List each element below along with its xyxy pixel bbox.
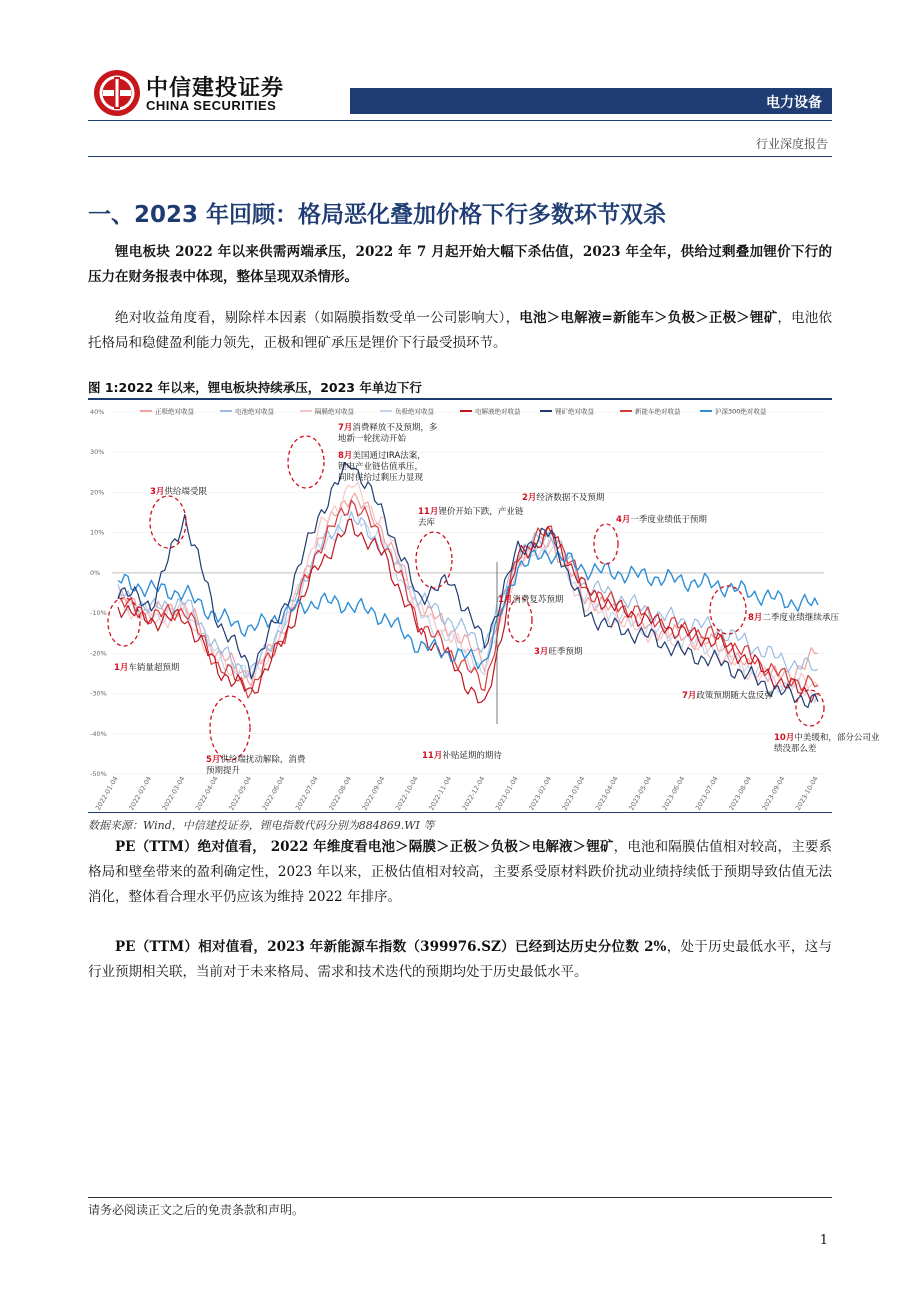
x-tick-label: 2023-06-04 <box>660 775 687 812</box>
x-tick-label: 2023-08-04 <box>727 775 754 812</box>
sector-banner <box>350 88 832 114</box>
chart-annotation <box>150 486 207 497</box>
paragraph-3-tail: ，电池和隔膜估值相对较高，主要系格局和壁垒带来的盈利确定性，2023 年以来，正极估值相对较高，主要系受原材料跌价扰动业绩持续低于预期导致估值无法消化，整体看合理水平仍应该为维持 2022 年排序。 <box>88 839 833 905</box>
x-tick-label: 2022-12-04 <box>460 775 487 812</box>
annotation-text: 锂价开始下跌，产业链 <box>438 507 524 517</box>
subheader-divider <box>88 156 832 157</box>
paragraph-4-lead: PE（TTM）相对值看，2023 年新能源车指数（399976.SZ）已经到达历史分位数 2% <box>115 939 667 955</box>
chart-legend <box>140 407 767 416</box>
footer-divider <box>88 1197 832 1198</box>
annotation-text: 绩没那么差 <box>774 744 817 754</box>
chart-series <box>118 463 818 708</box>
paragraph-2 <box>88 306 832 356</box>
x-tick-label: 2022-03-04 <box>160 775 187 812</box>
x-tick-label: 2022-11-04 <box>427 775 454 812</box>
annotation-text: 经济数据不及预期 <box>536 493 605 503</box>
annotation-text: 二季度业绩继续承压 <box>762 613 839 623</box>
chart-annotation <box>418 506 524 528</box>
chart-annotation <box>748 612 839 623</box>
annotation-text: 中美缓和，部分公司业 <box>794 733 880 743</box>
event-circle <box>710 586 746 634</box>
x-tick-label: 2023-01-04 <box>493 775 520 812</box>
x-tick-label: 2023-05-04 <box>627 775 654 812</box>
y-tick-label: -50% <box>90 770 107 778</box>
event-circle <box>796 690 824 726</box>
annotation-text: 消费释放不及预期，多 <box>352 423 438 433</box>
annotation-month: 7月 <box>682 691 697 701</box>
annotation-month: 2月 <box>522 493 537 503</box>
annotation-text: 锂电产业链估值承压， <box>338 462 424 472</box>
annotation-month: 3月 <box>534 647 549 657</box>
legend-label: 电解液绝对收益 <box>475 407 521 416</box>
y-tick-label: 10% <box>90 528 105 537</box>
paragraph-2-tail: ，电池依托格局和稳健盈利能力领先，正极和锂矿承压是锂价下行最受损环节。 <box>88 310 833 351</box>
paragraph-4 <box>88 935 832 985</box>
x-tick-label: 2023-10-04 <box>793 775 820 812</box>
annotation-text: 地新一轮扰动开始 <box>338 434 407 444</box>
sector-label: 电力设备 <box>766 95 822 111</box>
paragraph-1-text: 锂电板块 2022 年以来供需两端承压，2022 年 7 月起开始大幅下杀估值，2023 年全年，供给过剩叠加锂价下行的压力在财务报表中体现，整体呈现双杀情形。 <box>88 244 832 285</box>
annotation-month: 8月 <box>748 613 763 623</box>
chart-annotation <box>422 750 502 761</box>
annotation-text: 供给端受限 <box>164 487 207 497</box>
chart-gridlines <box>112 412 824 774</box>
x-tick-label: 2023-02-04 <box>527 775 554 812</box>
chart-x-axis <box>94 775 820 812</box>
x-tick-label: 2023-09-04 <box>760 775 787 812</box>
paragraph-1 <box>88 240 832 290</box>
annotation-month: 5月 <box>206 755 221 765</box>
y-tick-label: -10% <box>90 609 107 618</box>
chart-annotation <box>682 690 773 701</box>
annotation-text: 预期提升 <box>206 766 241 776</box>
paragraph-3-lead: PE（TTM）绝对值看， 2022 年维度看电池＞隔膜＞正极＞负极＞电解液＞锂矿 <box>115 839 614 855</box>
annotation-month: 10月 <box>774 733 795 743</box>
annotation-text: 车销量超预期 <box>128 663 180 673</box>
event-circle <box>210 696 250 760</box>
company-name-cn: 中信建投证券 <box>146 76 285 101</box>
legend-label: 隔膜绝对收益 <box>315 407 354 416</box>
annotation-month: 8月 <box>338 451 353 461</box>
chart <box>88 402 880 812</box>
figure-top-rule <box>88 398 832 400</box>
y-tick-label: 30% <box>90 448 105 457</box>
series-line <box>118 519 818 703</box>
paragraph-4-tail: ，处于历史最低水平，这与行业预期相关联，当前对于未来格局、需求和技术迭代的预期均处于历史最低水平。 <box>88 939 833 980</box>
x-tick-label: 2022-06-04 <box>260 775 287 812</box>
annotation-month: 1月 <box>498 595 513 605</box>
series-line <box>118 500 818 698</box>
legend-label: 锂矿绝对收益 <box>555 407 594 416</box>
event-circle <box>150 496 186 548</box>
chart-annotation <box>616 514 707 525</box>
annotation-month: 3月 <box>150 487 165 497</box>
legend-label: 负极绝对收益 <box>395 407 434 416</box>
paragraph-2-ranking: 电池＞电解液=新能车＞负极＞正极＞锂矿 <box>519 310 778 326</box>
chart-annotation <box>206 754 306 776</box>
company-name-en: CHINA SECURITIES <box>146 98 277 113</box>
chart-y-axis <box>90 408 107 778</box>
event-circles <box>108 436 824 760</box>
chart-annotation <box>774 732 880 754</box>
section-title: 一、2023 年回顾：格局恶化叠加价格下行多数环节双杀 <box>88 202 667 228</box>
y-tick-label: 0% <box>90 568 101 577</box>
figure-bottom-rule <box>88 812 832 813</box>
x-tick-label: 2022-05-04 <box>227 775 254 812</box>
legend-label: 沪深300绝对收益 <box>715 407 767 416</box>
chart-annotation <box>338 422 438 444</box>
y-tick-label: -30% <box>90 689 107 698</box>
x-tick-label: 2022-04-04 <box>193 775 220 812</box>
annotation-text: 补贴延期的期待 <box>442 751 502 761</box>
annotation-month: 7月 <box>338 423 353 433</box>
legend-label: 电池绝对收益 <box>235 407 274 416</box>
chart-annotation <box>522 492 605 503</box>
x-tick-label: 2023-07-04 <box>693 775 720 812</box>
event-circle <box>594 524 618 564</box>
annotation-month: 1月 <box>114 663 129 673</box>
series-line <box>118 512 818 678</box>
series-line <box>118 463 818 708</box>
x-tick-label: 2022-07-04 <box>293 775 320 812</box>
chart-annotation <box>498 594 564 605</box>
report-type: 行业深度报告 <box>755 137 828 151</box>
annotation-text: 旺季预期 <box>548 647 583 657</box>
annotation-text: 供给端扰动解除，消费 <box>220 755 306 765</box>
legend-label: 正极绝对收益 <box>155 407 194 416</box>
paragraph-3 <box>88 835 832 910</box>
annotation-text: 消费复苏预期 <box>512 595 564 605</box>
x-tick-label: 2022-01-04 <box>93 775 120 812</box>
annotation-text: 一季度业绩低于预期 <box>630 515 707 525</box>
y-tick-label: -20% <box>90 649 107 658</box>
x-tick-label: 2023-04-04 <box>593 775 620 812</box>
x-tick-label: 2023-03-04 <box>560 775 587 812</box>
y-tick-label: -40% <box>90 729 107 738</box>
paragraph-2-lead: 绝对收益角度看，剔除样本因素（如隔膜指数受单一公司影响大）， <box>115 310 520 326</box>
x-tick-label: 2022-02-04 <box>127 775 154 812</box>
annotation-month: 11月 <box>422 751 443 761</box>
x-tick-label: 2022-10-04 <box>393 775 420 812</box>
annotation-month: 4月 <box>616 515 631 525</box>
figure-source: 数据来源：Wind，中信建投证券，锂电指数代码分别为884869.WI 等 <box>88 819 435 832</box>
x-tick-label: 2022-09-04 <box>360 775 387 812</box>
annotation-text: 政策预期随大盘反弹 <box>696 691 773 701</box>
legend-label: 新能车绝对收益 <box>635 407 681 416</box>
chart-annotation <box>534 646 583 657</box>
annotation-text: 同时供给过剩压力显现 <box>338 473 424 483</box>
event-circle <box>288 436 324 488</box>
annotation-text: 去库 <box>418 518 436 528</box>
figure-title: 图 1:2022 年以来，锂电板块持续承压，2023 年单边下行 <box>88 380 422 395</box>
footer-disclaimer: 请务必阅读正文之后的免责条款和声明。 <box>88 1203 305 1217</box>
chart-annotation <box>338 450 426 483</box>
annotation-month: 11月 <box>418 507 439 517</box>
x-tick-label: 2022-08-04 <box>327 775 354 812</box>
y-tick-label: 20% <box>90 488 105 497</box>
header-divider <box>88 120 832 121</box>
page-number: 1 <box>819 1233 828 1248</box>
china-securities-logo-icon <box>92 68 142 118</box>
annotation-text: 美国通过IRA法案， <box>352 451 426 461</box>
chart-annotation <box>114 662 180 673</box>
y-tick-label: 40% <box>90 408 105 416</box>
